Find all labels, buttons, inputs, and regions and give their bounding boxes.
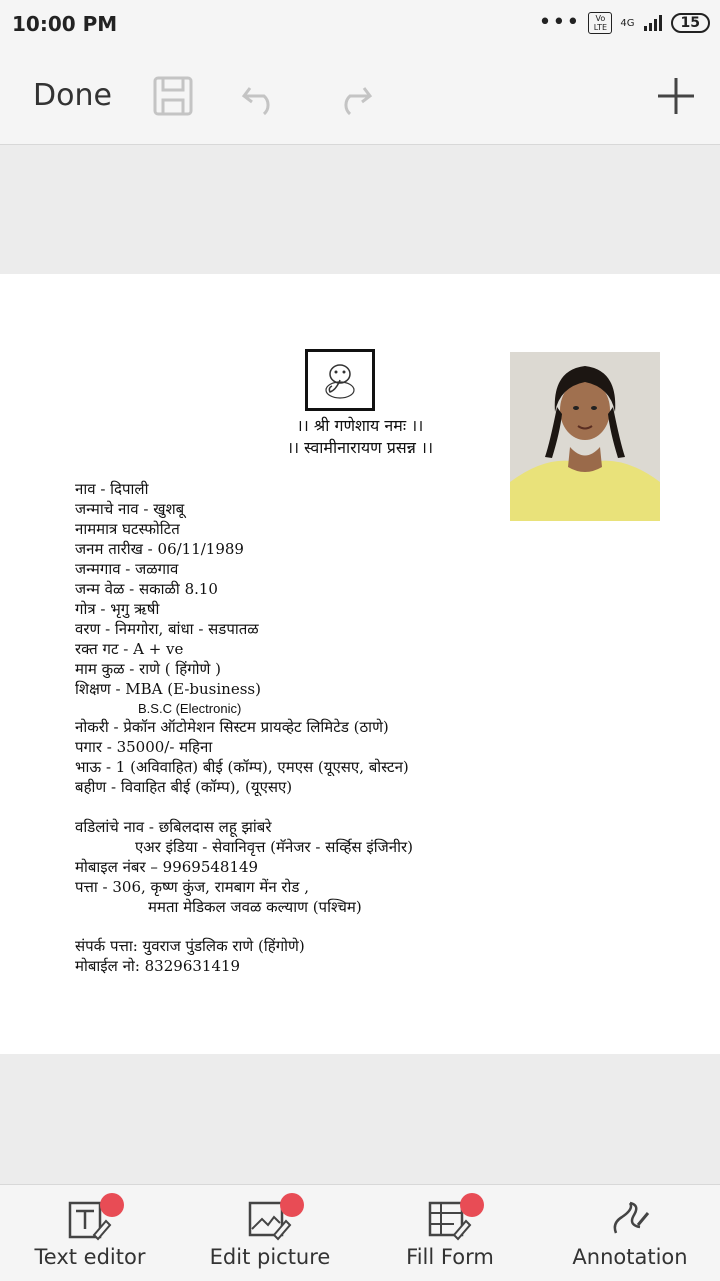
field-father-occupation: एअर इंडिया - सेवानिवृत्त (मॅनेजर - सर्व्हिस इंजिनीर) (135, 838, 413, 856)
ganesha-logo (305, 349, 375, 411)
top-toolbar (0, 48, 720, 145)
status-bar (0, 0, 720, 48)
annotation-button[interactable] (540, 1185, 720, 1281)
premium-crown-icon (460, 1193, 484, 1217)
save-icon[interactable] (151, 74, 195, 118)
premium-crown-icon (100, 1193, 124, 1217)
field-birth-time: जन्म वेळ - सकाळी 8.10 (75, 580, 218, 598)
edit-picture-icon (244, 1197, 296, 1241)
field-contact-mobile: मोबाईल नो: 8329631419 (75, 957, 241, 975)
field-complexion: वरण - निमगोरा, बांधा - सडपातळ (75, 620, 259, 638)
field-birth-name: जन्माचे नाव - खुशबू (75, 500, 185, 518)
volte-icon: Vo LTE (588, 12, 612, 34)
network-label: 4G (620, 17, 635, 29)
redo-icon[interactable] (330, 74, 374, 118)
ganesha-icon (318, 360, 362, 400)
field-contact-address: संपर्क पत्ता: युवराज पुंडलिक राणे (हिंगोणे) (75, 937, 305, 955)
premium-crown-icon (280, 1193, 304, 1217)
undo-icon[interactable] (240, 74, 284, 118)
field-blood-group: रक्त गट - A + ve (75, 640, 184, 658)
invocation-line-1: ।। श्री गणेशाय नमः ।। (296, 416, 424, 435)
fill-form-button[interactable] (360, 1185, 540, 1281)
field-address: पत्ता - 306, कृष्ण कुंज, रामबाग मेंन रोड , (75, 878, 309, 896)
tool-label: Annotation (572, 1245, 688, 1269)
invocation-line-2: ।। स्वामीनारायण प्रसन्न ।। (286, 438, 434, 457)
field-salary: पगार - 35000/- महिना (75, 738, 213, 756)
text-editor-icon (64, 1197, 116, 1241)
annotation-icon (604, 1197, 656, 1241)
text-editor-button[interactable] (0, 1185, 180, 1281)
done-button[interactable]: Done (33, 78, 112, 113)
document-page[interactable] (0, 274, 720, 1054)
signal-icon (643, 15, 663, 31)
bottom-toolbar (0, 1184, 720, 1281)
field-marital-status: नाममात्र घटस्फोटित (75, 520, 180, 538)
field-job: नोकरी - प्रेकॉन ऑटोमेशन सिस्टम प्रायव्हेट लिमिटेड (ठाणे) (75, 718, 389, 736)
battery-indicator: 15 (671, 13, 710, 33)
field-name: नाव - दिपाली (75, 480, 149, 498)
field-maternal-family: माम कुळ - राणे ( हिंगोणे ) (75, 660, 222, 678)
field-education: शिक्षण - MBA (E-business) (75, 680, 261, 698)
field-sister: बहीण - विवाहित बीई (कॉम्प), (यूएसए) (75, 778, 293, 796)
tool-label: Edit picture (209, 1245, 331, 1269)
field-mobile: मोबाइल नंबर – 9969548149 (75, 858, 259, 876)
field-birth-place: जन्मगाव - जळगाव (75, 560, 179, 578)
field-education-2: B.S.C (Electronic) (138, 701, 242, 716)
status-time: 10:00 PM (12, 12, 118, 36)
fill-form-icon (424, 1197, 476, 1241)
field-birth-date: जनम तारीख - 06/11/1989 (75, 540, 244, 558)
status-icons (538, 12, 710, 34)
field-father-name: वडिलांचे नाव - छबिलदास लहू झांबरे (75, 818, 272, 836)
edit-picture-button[interactable] (180, 1185, 360, 1281)
field-address-2: ममता मेडिकल जवळ कल्याण (पश्चिम) (148, 898, 362, 916)
field-gotra: गोत्र - भृगु ऋषी (75, 600, 160, 618)
notification-dots-icon: ••• (538, 10, 581, 35)
field-brother: भाऊ - 1 (अविवाहित) बीई (कॉम्प), एमएस (यूएसए, बोस्टन) (75, 758, 409, 776)
tool-label: Fill Form (406, 1245, 494, 1269)
add-icon[interactable] (654, 74, 698, 118)
tool-label: Text editor (34, 1245, 146, 1269)
